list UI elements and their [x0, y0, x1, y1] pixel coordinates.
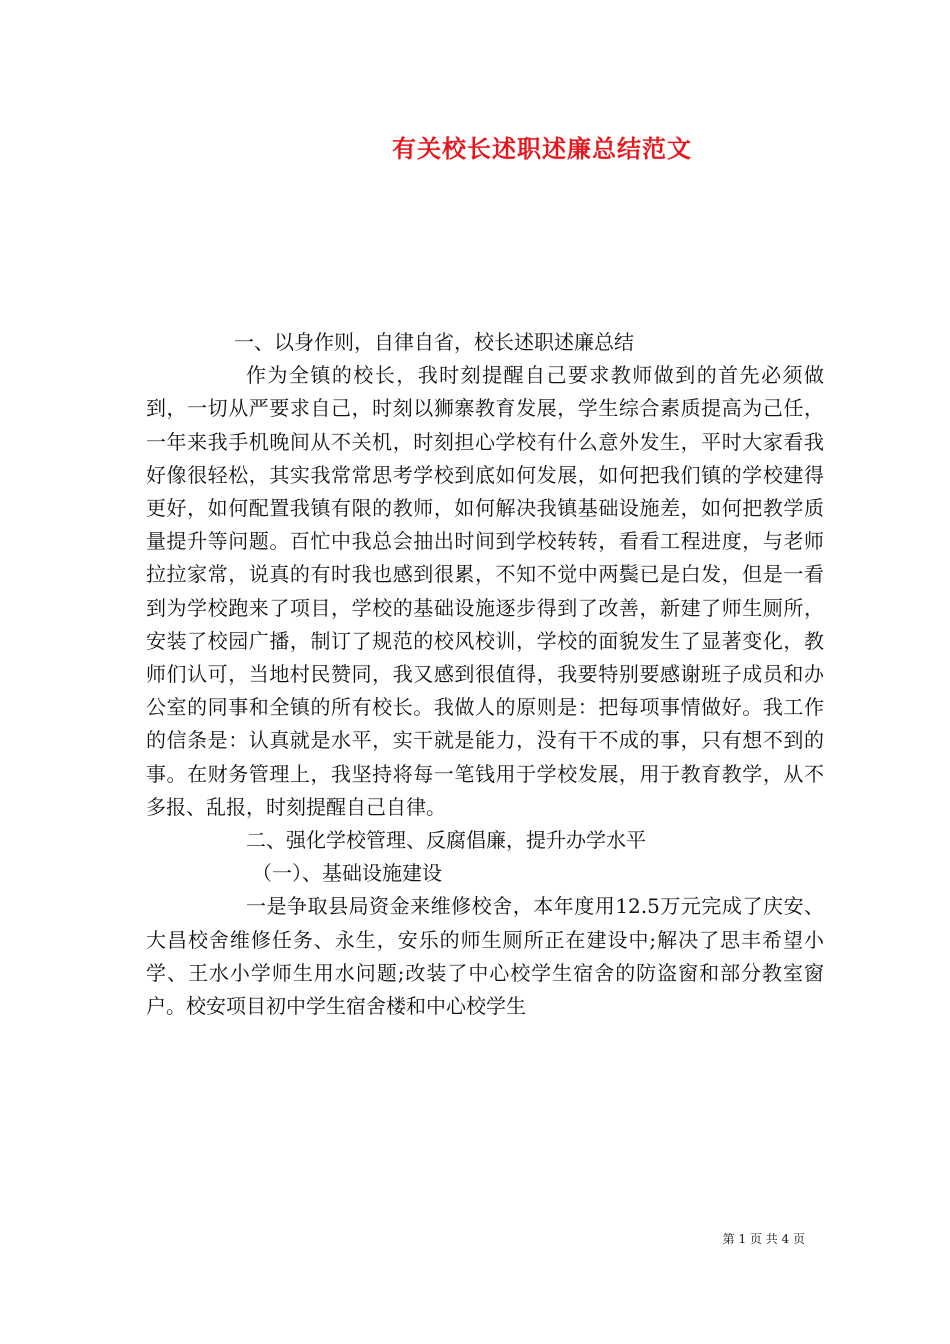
page-number-indicator: 第 1 页 共 4 页 [722, 1232, 805, 1246]
document-title: 有关校长述职述廉总结范文 [392, 134, 692, 163]
section-2-heading: 二、强化学校管理、反腐倡廉，提升办学水平 [246, 828, 646, 853]
subsection-1-heading: （一）、基础设施建设 [252, 861, 442, 886]
subsection-1-paragraph: 一是争取县局资金来维修校舍，本年度用12.5万元完成了庆安、大昌校舍维修任务、永生，安乐的师生厕所正在建设中;解决了思丰希望小学、王水小学师生用水问题;改装了中心校学生宿舍的防盗窗和部分教室窗户。校安项目初中学生宿舍楼和中心校学生 [146, 894, 824, 1019]
document-body [146, 326, 824, 1023]
section-1-heading: 一、以身作则，自律自省，校长述职述廉总结 [234, 330, 634, 354]
section-1-paragraph: 作为全镇的校长，我时刻提醒自己要求教师做到的首先必须做到，一切从严要求自己，时刻以狮寨教育发展，学生综合素质提高为己任，一年来我手机晚间从不关机，时刻担心学校有什么意外发生，平时大家看我好像很轻松，其实我常常思考学校到底如何发展，如何把我们镇的学校建得更好，如何配置我镇有限的教师，如何解决我镇基础设施差，如何把教学质量提升等问题。百忙中我总会抽出时间到学校转转，看看工程进度，与老师拉拉家常，说真的有时我也感到很累，不知不觉中两鬓已是白发，但是一看到为学校跑来了项目，学校的基础设施逐步得到了改善，新建了师生厕所，安装了校园广播，制订了规范的校风校训，学校的面貌发生了显著变化，教师们认可，当地村民赞同，我又感到很值得，我要特别要感谢班子成员和办公室的同事和全镇的所有校长。我做人的原则是：把每项事情做好。我工作的信条是：认真就是水平，实干就是能力，没有干不成的事，只有想不到的事。在财务管理上，我坚持将每一笔钱用于学校发展，用于教育教学，从不多报、乱报，时刻提醒自己自律。 [146, 363, 824, 819]
